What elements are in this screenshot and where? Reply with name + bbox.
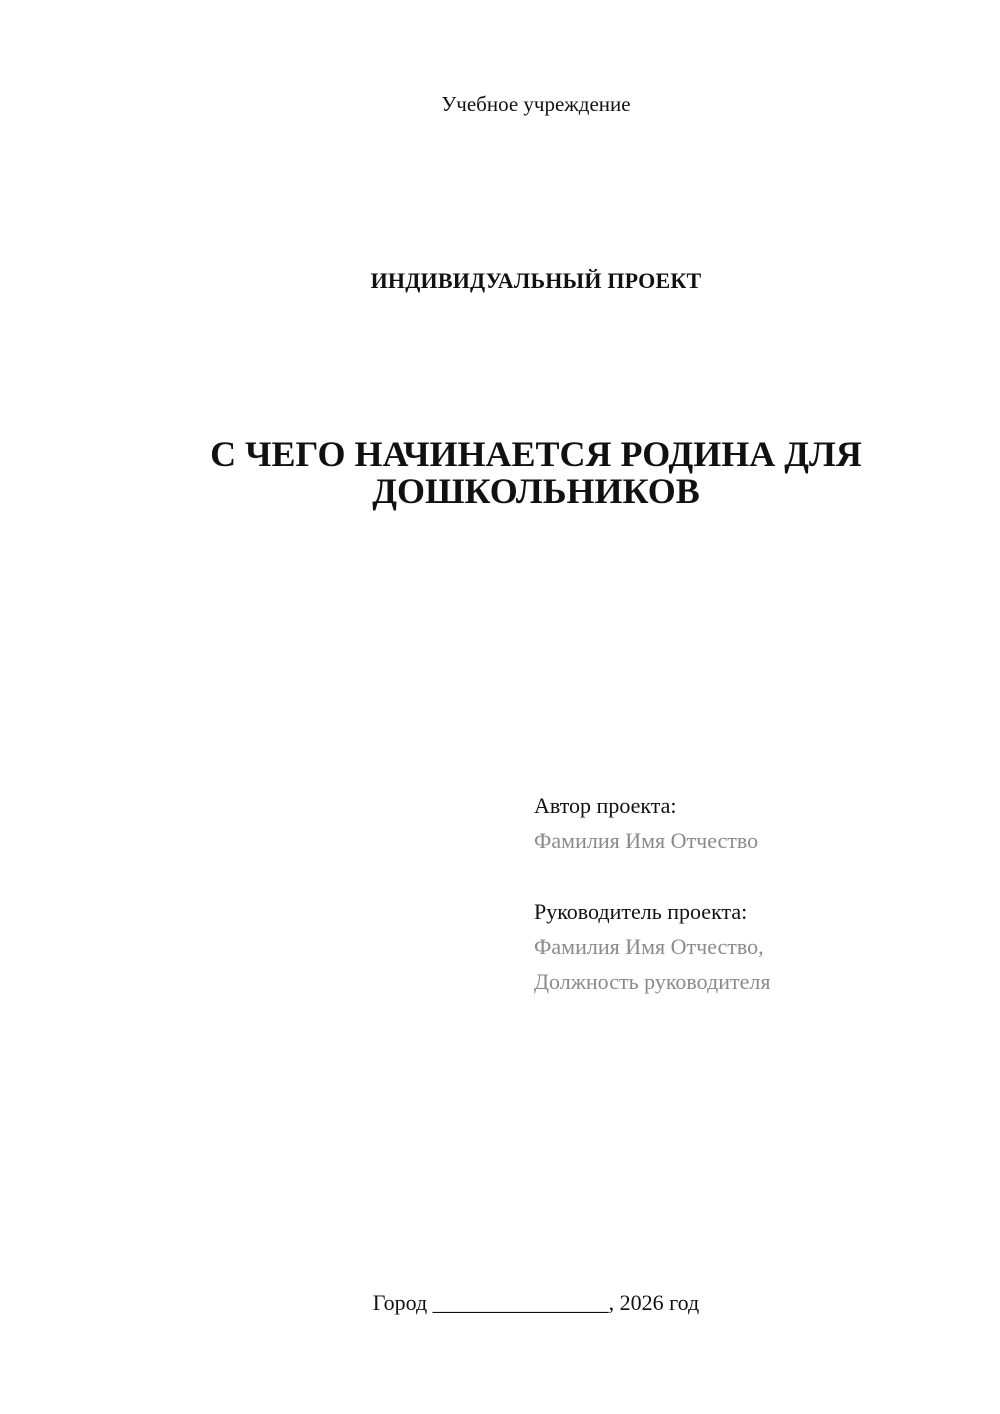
supervisor-position: Должность руководителя [534,969,771,994]
city-year-footer: Город ________________, 2026 год [372,1290,700,1315]
project-title-line-1: С ЧЕГО НАЧИНАЕТСЯ РОДИНА ДЛЯ [210,434,862,474]
supervisor-name: Фамилия Имя Отчество, [534,934,764,959]
supervisor-label: Руководитель проекта: [534,899,748,924]
spacer [534,858,954,894]
project-title-line-2: ДОШКОЛЬНИКОВ [372,471,700,511]
project-title [150,436,922,510]
project-type-heading: ИНДИВИДУАЛЬНЫЙ ПРОЕКТ [370,268,702,293]
author-label: Автор проекта: [534,793,677,818]
author-name: Фамилия Имя Отчество [534,828,759,853]
institution-name: Учебное учреждение [441,92,631,116]
project-credits [534,788,954,999]
